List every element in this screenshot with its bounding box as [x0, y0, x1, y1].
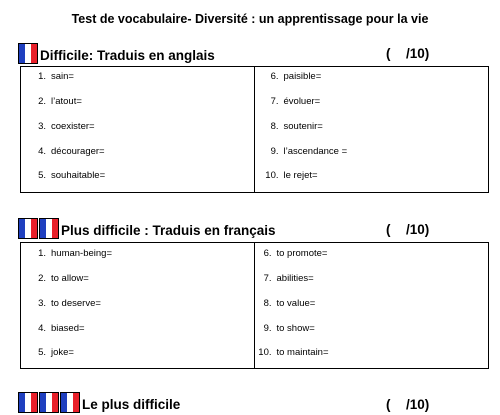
score-value: /10): [406, 397, 430, 412]
french-flag-icon: [39, 392, 59, 413]
section-header-plus-difficile: [18, 215, 276, 239]
vocab-item[interactable]: 1. sain=: [38, 71, 74, 82]
score-open: (: [386, 222, 391, 237]
vocab-table-1: [20, 66, 489, 193]
vocab-item[interactable]: 2. to allow=: [38, 273, 89, 284]
section-title: Difficile: Traduis en anglais: [40, 48, 215, 63]
score-open: (: [386, 397, 391, 412]
vocab-column-left: [21, 67, 255, 192]
vocab-item[interactable]: 2. l’atout=: [38, 96, 82, 107]
flags-group: [18, 218, 60, 239]
vocab-item[interactable]: 4. décourager=: [38, 146, 105, 157]
vocab-column-right: [255, 243, 489, 368]
vocab-item[interactable]: 10. le rejet=: [265, 170, 318, 181]
score-value: /10): [406, 222, 430, 237]
vocab-item[interactable]: 6. paisible=: [270, 71, 322, 82]
vocab-item[interactable]: 7. évoluer=: [270, 96, 321, 107]
vocab-item[interactable]: 8. soutenir=: [270, 121, 323, 132]
flags-group: [18, 43, 39, 64]
flags-group: [18, 392, 81, 413]
vocab-item[interactable]: 10. to maintain=: [258, 347, 329, 358]
section-header-le-plus-difficile: [18, 389, 180, 413]
section-title: Plus difficile : Traduis en français: [61, 223, 276, 238]
vocab-item[interactable]: 1. human-being=: [38, 248, 113, 259]
french-flag-icon: [39, 218, 59, 239]
score-value: /10): [406, 46, 430, 61]
vocab-item[interactable]: 5. joke=: [38, 347, 74, 358]
vocab-table-2: [20, 242, 489, 369]
vocab-item[interactable]: 9. l’ascendance =: [270, 146, 348, 157]
score-box: [386, 222, 429, 237]
vocab-item[interactable]: 3. coexister=: [38, 121, 95, 132]
french-flag-icon: [18, 392, 38, 413]
score-open: (: [386, 46, 391, 61]
vocab-item[interactable]: 8. to value=: [263, 298, 316, 309]
french-flag-icon: [18, 43, 38, 64]
page-title: Test de vocabulaire- Diversité : un apprentissage pour la vie: [71, 12, 429, 26]
section-header-difficile: [18, 40, 215, 64]
vocab-item[interactable]: 7. abilities=: [263, 273, 314, 284]
vocab-item[interactable]: 4. biased=: [38, 323, 85, 334]
score-box: [386, 46, 429, 61]
french-flag-icon: [60, 392, 80, 413]
vocab-item[interactable]: 3. to deserve=: [38, 298, 101, 309]
vocab-item[interactable]: 5. souhaitable=: [38, 170, 106, 181]
score-box: [386, 397, 429, 412]
vocab-item[interactable]: 6. to promote=: [263, 248, 328, 259]
section-title: Le plus difficile: [82, 397, 181, 412]
vocab-column-right: [255, 67, 489, 192]
french-flag-icon: [18, 218, 38, 239]
vocab-column-left: [21, 243, 255, 368]
vocab-item[interactable]: 9. to show=: [263, 323, 315, 334]
